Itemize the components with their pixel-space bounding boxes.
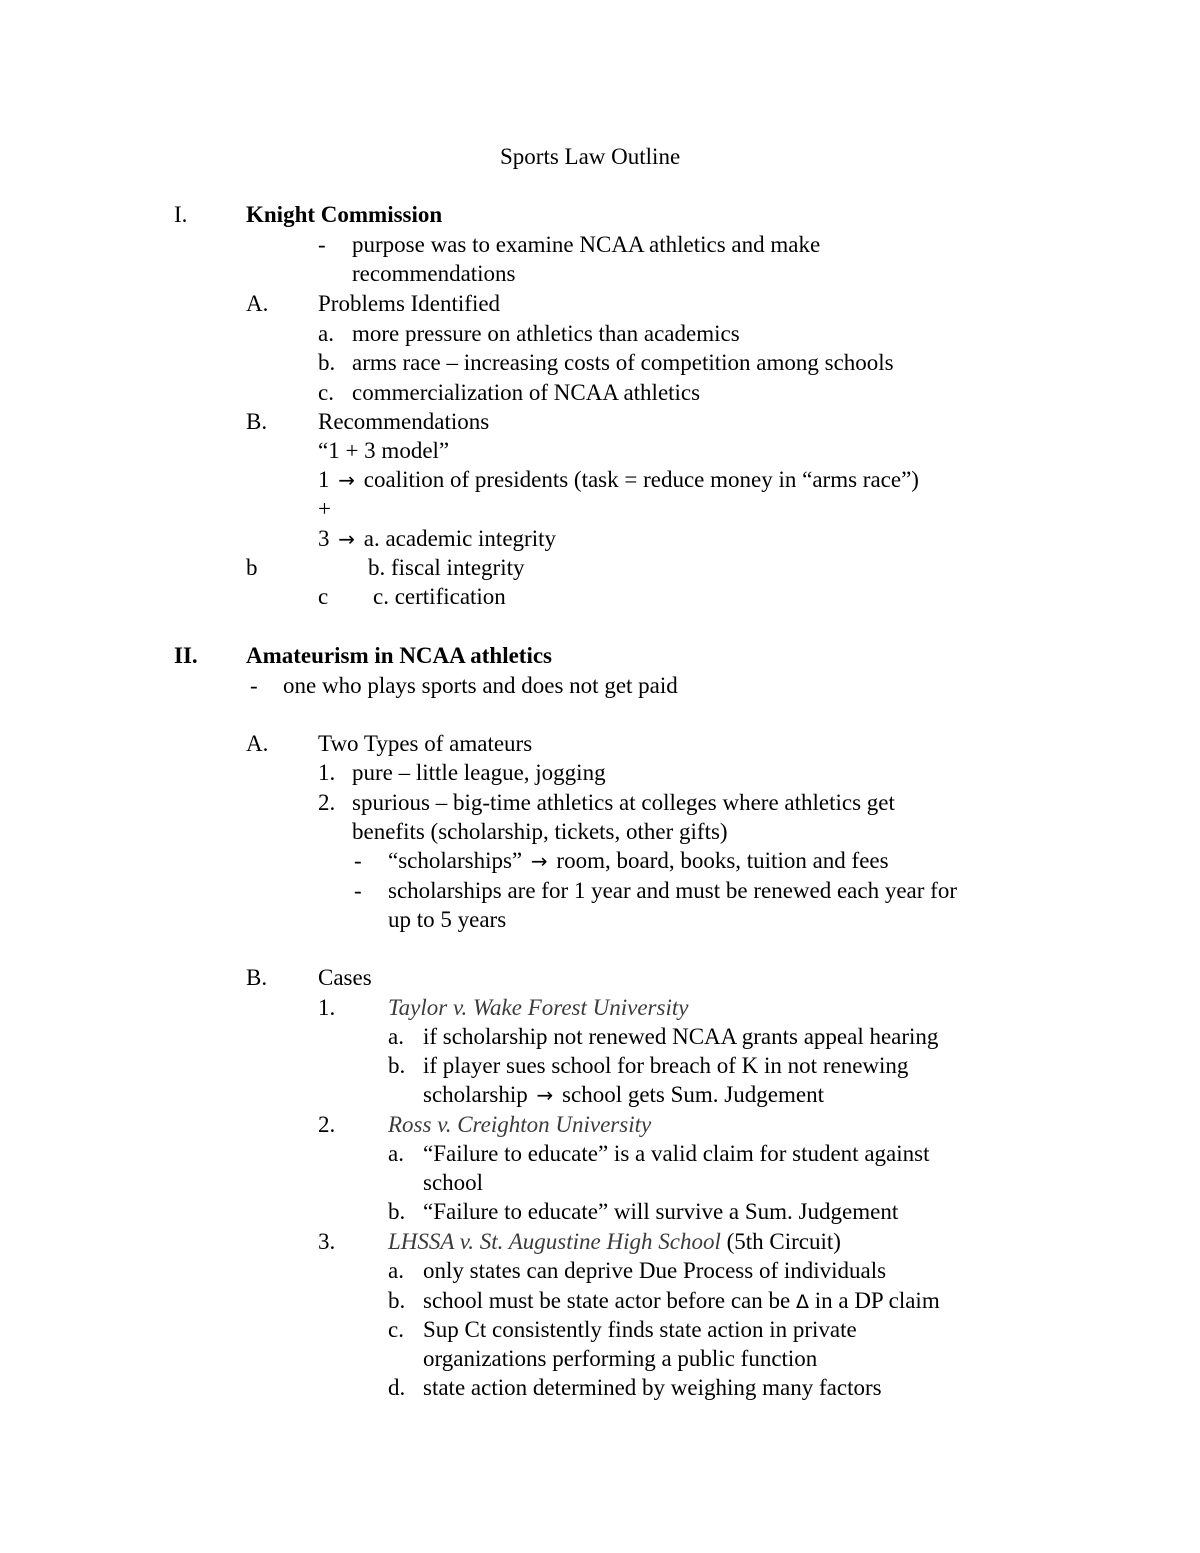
case-3-c-line-2: organizations performing a public function: [423, 1346, 818, 1371]
section-1-heading: Knight Commission: [246, 202, 443, 227]
section-1-numeral: I.: [174, 202, 188, 227]
right-arrow-icon: →: [338, 468, 356, 492]
case-2-number: 2.: [318, 1112, 336, 1137]
subsection-1b-marker: B.: [246, 409, 268, 434]
right-arrow-icon: →: [338, 527, 356, 551]
model-label: “1 + 3 model”: [318, 438, 450, 463]
case-1-b-marker: b.: [388, 1053, 406, 1078]
case-1-a-marker: a.: [388, 1024, 404, 1049]
stray-c: c: [318, 584, 329, 609]
case-3-c-marker: c.: [388, 1317, 404, 1342]
amateur-2-marker: 2.: [318, 790, 336, 815]
right-arrow-icon: →: [536, 1083, 554, 1107]
subsection-2b-label: Cases: [318, 965, 372, 990]
subsection-1a-label: Problems Identified: [318, 291, 501, 316]
model-one-text: coalition of presidents (task = reduce money in “arms race”): [363, 467, 919, 492]
problem-c-text: commercialization of NCAA athletics: [352, 380, 701, 405]
subsection-1b-label: Recommendations: [318, 409, 490, 434]
case-2-a-marker: a.: [388, 1141, 404, 1166]
case-3-b-pre: school must be state actor before can be: [423, 1288, 791, 1313]
model-one-line: [318, 465, 919, 495]
right-arrow-icon: →: [530, 849, 548, 873]
case-3-c-line-1: Sup Ct consistently finds state action in private: [423, 1317, 857, 1342]
case-3-court: (5th Circuit): [726, 1229, 841, 1254]
case-1-a-text: if scholarship not renewed NCAA grants appeal hearing: [423, 1024, 939, 1049]
problem-b-text: arms race – increasing costs of competition among schools: [352, 350, 894, 375]
case-2-a-line-2: school: [423, 1170, 484, 1195]
case-2-a-line-1: “Failure to educate” is a valid claim for student against: [423, 1141, 930, 1166]
amateur-1-text: pure – little league, jogging: [352, 760, 606, 785]
amateur-2-line-1: spurious – big-time athletics at colleges where athletics get: [352, 790, 895, 815]
scholarship-term-line-2: up to 5 years: [388, 907, 507, 932]
case-3-line: [388, 1227, 841, 1257]
model-three-number: 3: [318, 526, 330, 551]
case-1-number: 1.: [318, 995, 336, 1020]
scholarship-line: [388, 846, 889, 876]
subsection-2a-label: Two Types of amateurs: [318, 731, 533, 756]
case-3-number: 3.: [318, 1229, 336, 1254]
problem-b-marker: b.: [318, 350, 336, 375]
model-three-b: b. fiscal integrity: [368, 555, 525, 580]
purpose-line-2: recommendations: [352, 261, 516, 286]
amateur-2-line-2: benefits (scholarship, tickets, other gifts): [352, 819, 728, 844]
case-3-b-post: in a DP claim: [814, 1288, 940, 1313]
model-one-number: 1: [318, 467, 330, 492]
problem-c-marker: c.: [318, 380, 334, 405]
case-1-b-line-2: [423, 1080, 824, 1110]
case-3-d-text: state action determined by weighing many factors: [423, 1375, 882, 1400]
case-3-b-line: [423, 1286, 940, 1316]
scholarship-term: “scholarships”: [388, 848, 523, 873]
scholarship-dash-1: -: [354, 848, 362, 873]
case-3-a-text: only states can deprive Due Process of individuals: [423, 1258, 887, 1283]
definition-text: one who plays sports and does not get paid: [283, 673, 678, 698]
amateur-1-marker: 1.: [318, 760, 336, 785]
delta-icon: Δ: [795, 1291, 809, 1313]
stray-b: b: [246, 555, 258, 580]
subsection-1a-marker: A.: [246, 291, 269, 316]
scholarship-term-line-1: scholarships are for 1 year and must be renewed each year for: [388, 878, 957, 903]
case-3-name: LHSSA v. St. Augustine High School: [388, 1229, 721, 1254]
case-1-b-line-1: if player sues school for breach of K in not renewing: [423, 1053, 909, 1078]
definition-dash: -: [250, 673, 258, 698]
purpose-line-1: purpose was to examine NCAA athletics and make: [352, 232, 821, 257]
subsection-2a-marker: A.: [246, 731, 269, 756]
model-plus: +: [318, 496, 331, 521]
case-2-name: Ross v. Creighton University: [388, 1112, 652, 1137]
section-2-numeral: II.: [174, 643, 198, 668]
model-three-c: c. certification: [373, 584, 506, 609]
subsection-2b-marker: B.: [246, 965, 268, 990]
model-three-a: a. academic integrity: [363, 526, 556, 551]
page-title: Sports Law Outline: [500, 144, 681, 169]
case-1-b-pre: scholarship: [423, 1082, 528, 1107]
scholarship-dash-2: -: [354, 878, 362, 903]
case-1-name: Taylor v. Wake Forest University: [388, 995, 689, 1020]
problem-a-text: more pressure on athletics than academics: [352, 321, 740, 346]
case-3-a-marker: a.: [388, 1258, 404, 1283]
case-3-d-marker: d.: [388, 1375, 406, 1400]
scholarship-definition: room, board, books, tuition and fees: [556, 848, 889, 873]
case-2-b-text: “Failure to educate” will survive a Sum. Judgement: [423, 1199, 899, 1224]
case-3-b-marker: b.: [388, 1288, 406, 1313]
case-1-b-post: school gets Sum. Judgement: [562, 1082, 824, 1107]
purpose-dash: -: [318, 232, 326, 257]
problem-a-marker: a.: [318, 321, 334, 346]
model-three-line: [318, 524, 556, 554]
case-2-b-marker: b.: [388, 1199, 406, 1224]
section-2-heading: Amateurism in NCAA athletics: [246, 643, 552, 668]
